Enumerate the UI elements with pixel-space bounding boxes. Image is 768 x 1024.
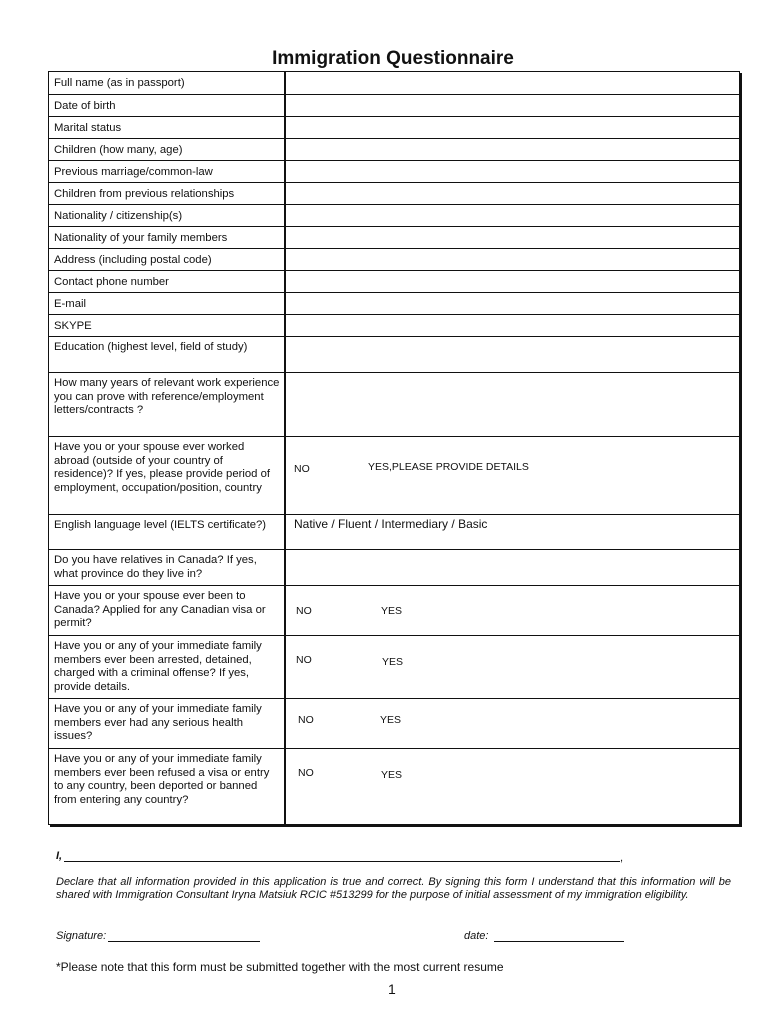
answer-field[interactable] — [285, 205, 740, 227]
table-row — [49, 373, 740, 437]
row-label: How many years of relevant work experience you can prove with reference/employment letters/contracts ? — [49, 373, 286, 437]
table-row — [49, 183, 740, 205]
answer-field[interactable] — [285, 183, 740, 205]
table-row — [49, 515, 740, 550]
yes-option[interactable]: YES,PLEASE PROVIDE DETAILS — [368, 461, 529, 473]
row-label: English language level (IELTS certificate?) — [49, 515, 286, 550]
table-row — [49, 271, 740, 293]
table-row — [49, 437, 740, 515]
row-label: Have you or any of your immediate family members ever been refused a visa or entry to any country, been deported or banned from entering any country? — [49, 749, 286, 825]
yes-option[interactable]: YES — [382, 656, 404, 668]
answer-field[interactable] — [285, 586, 740, 636]
answer-field[interactable] — [285, 227, 740, 249]
page-number: 1 — [388, 981, 396, 997]
table-row — [49, 315, 740, 337]
row-label: Have you or your spouse ever worked abroad (outside of your country of residence)? If yes, please provide period of employment, occupation/position, country — [49, 437, 286, 515]
row-label: Education (highest level, field of study) — [49, 337, 286, 373]
table-row — [49, 749, 740, 825]
no-option[interactable]: NO — [296, 654, 312, 666]
answer-field[interactable] — [285, 249, 740, 271]
table-row — [49, 586, 740, 636]
answer-field[interactable] — [285, 315, 740, 337]
date-label: date: — [464, 930, 489, 942]
no-option[interactable]: NO — [294, 463, 310, 475]
answer-field[interactable] — [285, 550, 740, 586]
answer-field[interactable] — [285, 139, 740, 161]
answer-field[interactable] — [285, 515, 740, 550]
declaration-suffix: , — [620, 852, 624, 864]
row-label: Nationality / citizenship(s) — [49, 205, 286, 227]
name-entry-line[interactable] — [64, 861, 620, 862]
row-label: Full name (as in passport) — [49, 72, 286, 95]
no-option[interactable]: NO — [296, 605, 312, 617]
declaration-prefix: I, — [56, 850, 63, 862]
table-row — [49, 205, 740, 227]
signature-label: Signature: — [56, 930, 107, 942]
signature-line[interactable] — [108, 941, 260, 942]
row-label: Nationality of your family members — [49, 227, 286, 249]
date-line[interactable] — [494, 941, 624, 942]
answer-field[interactable] — [285, 293, 740, 315]
table-row — [49, 636, 740, 699]
table-row — [49, 117, 740, 139]
table-row — [49, 337, 740, 373]
row-label: Marital status — [49, 117, 286, 139]
row-label: Previous marriage/common-law — [49, 161, 286, 183]
answer-field[interactable] — [285, 117, 740, 139]
english-level-options[interactable]: Native / Fluent / Intermediary / Basic — [294, 517, 488, 531]
table-row — [49, 161, 740, 183]
table-row — [49, 139, 740, 161]
row-label: SKYPE — [49, 315, 286, 337]
table-row — [49, 249, 740, 271]
answer-field[interactable] — [285, 373, 740, 437]
yes-option[interactable]: YES — [380, 714, 402, 726]
row-label: Children (how many, age) — [49, 139, 286, 161]
table-row — [49, 699, 740, 749]
row-label: Date of birth — [49, 95, 286, 117]
row-label: Contact phone number — [49, 271, 286, 293]
row-label: E-mail — [49, 293, 286, 315]
yes-option[interactable]: YES — [381, 605, 403, 617]
row-label: Address (including postal code) — [49, 249, 286, 271]
answer-field[interactable] — [285, 636, 740, 699]
no-option[interactable]: NO — [298, 714, 314, 726]
answer-field[interactable] — [285, 95, 740, 117]
answer-field[interactable] — [285, 72, 740, 95]
row-label: Have you or your spouse ever been to Canada? Applied for any Canadian visa or permit? — [49, 586, 286, 636]
answer-field[interactable] — [285, 271, 740, 293]
table-row — [49, 293, 740, 315]
table-row — [49, 227, 740, 249]
table-row — [49, 95, 740, 117]
table-row — [49, 550, 740, 586]
table-row — [49, 72, 740, 95]
row-label: Children from previous relationships — [49, 183, 286, 205]
answer-field[interactable] — [285, 699, 740, 749]
answer-field[interactable] — [285, 749, 740, 825]
questionnaire-table — [48, 71, 740, 825]
yes-option[interactable]: YES — [381, 769, 403, 781]
answer-field[interactable] — [285, 161, 740, 183]
no-option[interactable]: NO — [298, 767, 314, 779]
row-label: Have you or any of your immediate family members ever been arrested, detained, charged with a criminal offense? If yes, provide details. — [49, 636, 286, 699]
page-title: Immigration Questionnaire — [272, 48, 514, 69]
answer-field[interactable] — [285, 337, 740, 373]
answer-field[interactable] — [285, 437, 740, 515]
declaration-text: Declare that all information provided in this application is true and correct. By signing this form I understand that this information will be shared with Immigration Consultant Iryna Matsiuk RCIC #513299 for the purpose of initial assessment of my immigration eligibility. — [56, 876, 731, 901]
row-label: Do you have relatives in Canada? If yes, what province do they live in? — [49, 550, 286, 586]
resume-note: *Please note that this form must be submitted together with the most current resume — [56, 960, 504, 974]
row-label: Have you or any of your immediate family members ever had any serious health issues? — [49, 699, 286, 749]
